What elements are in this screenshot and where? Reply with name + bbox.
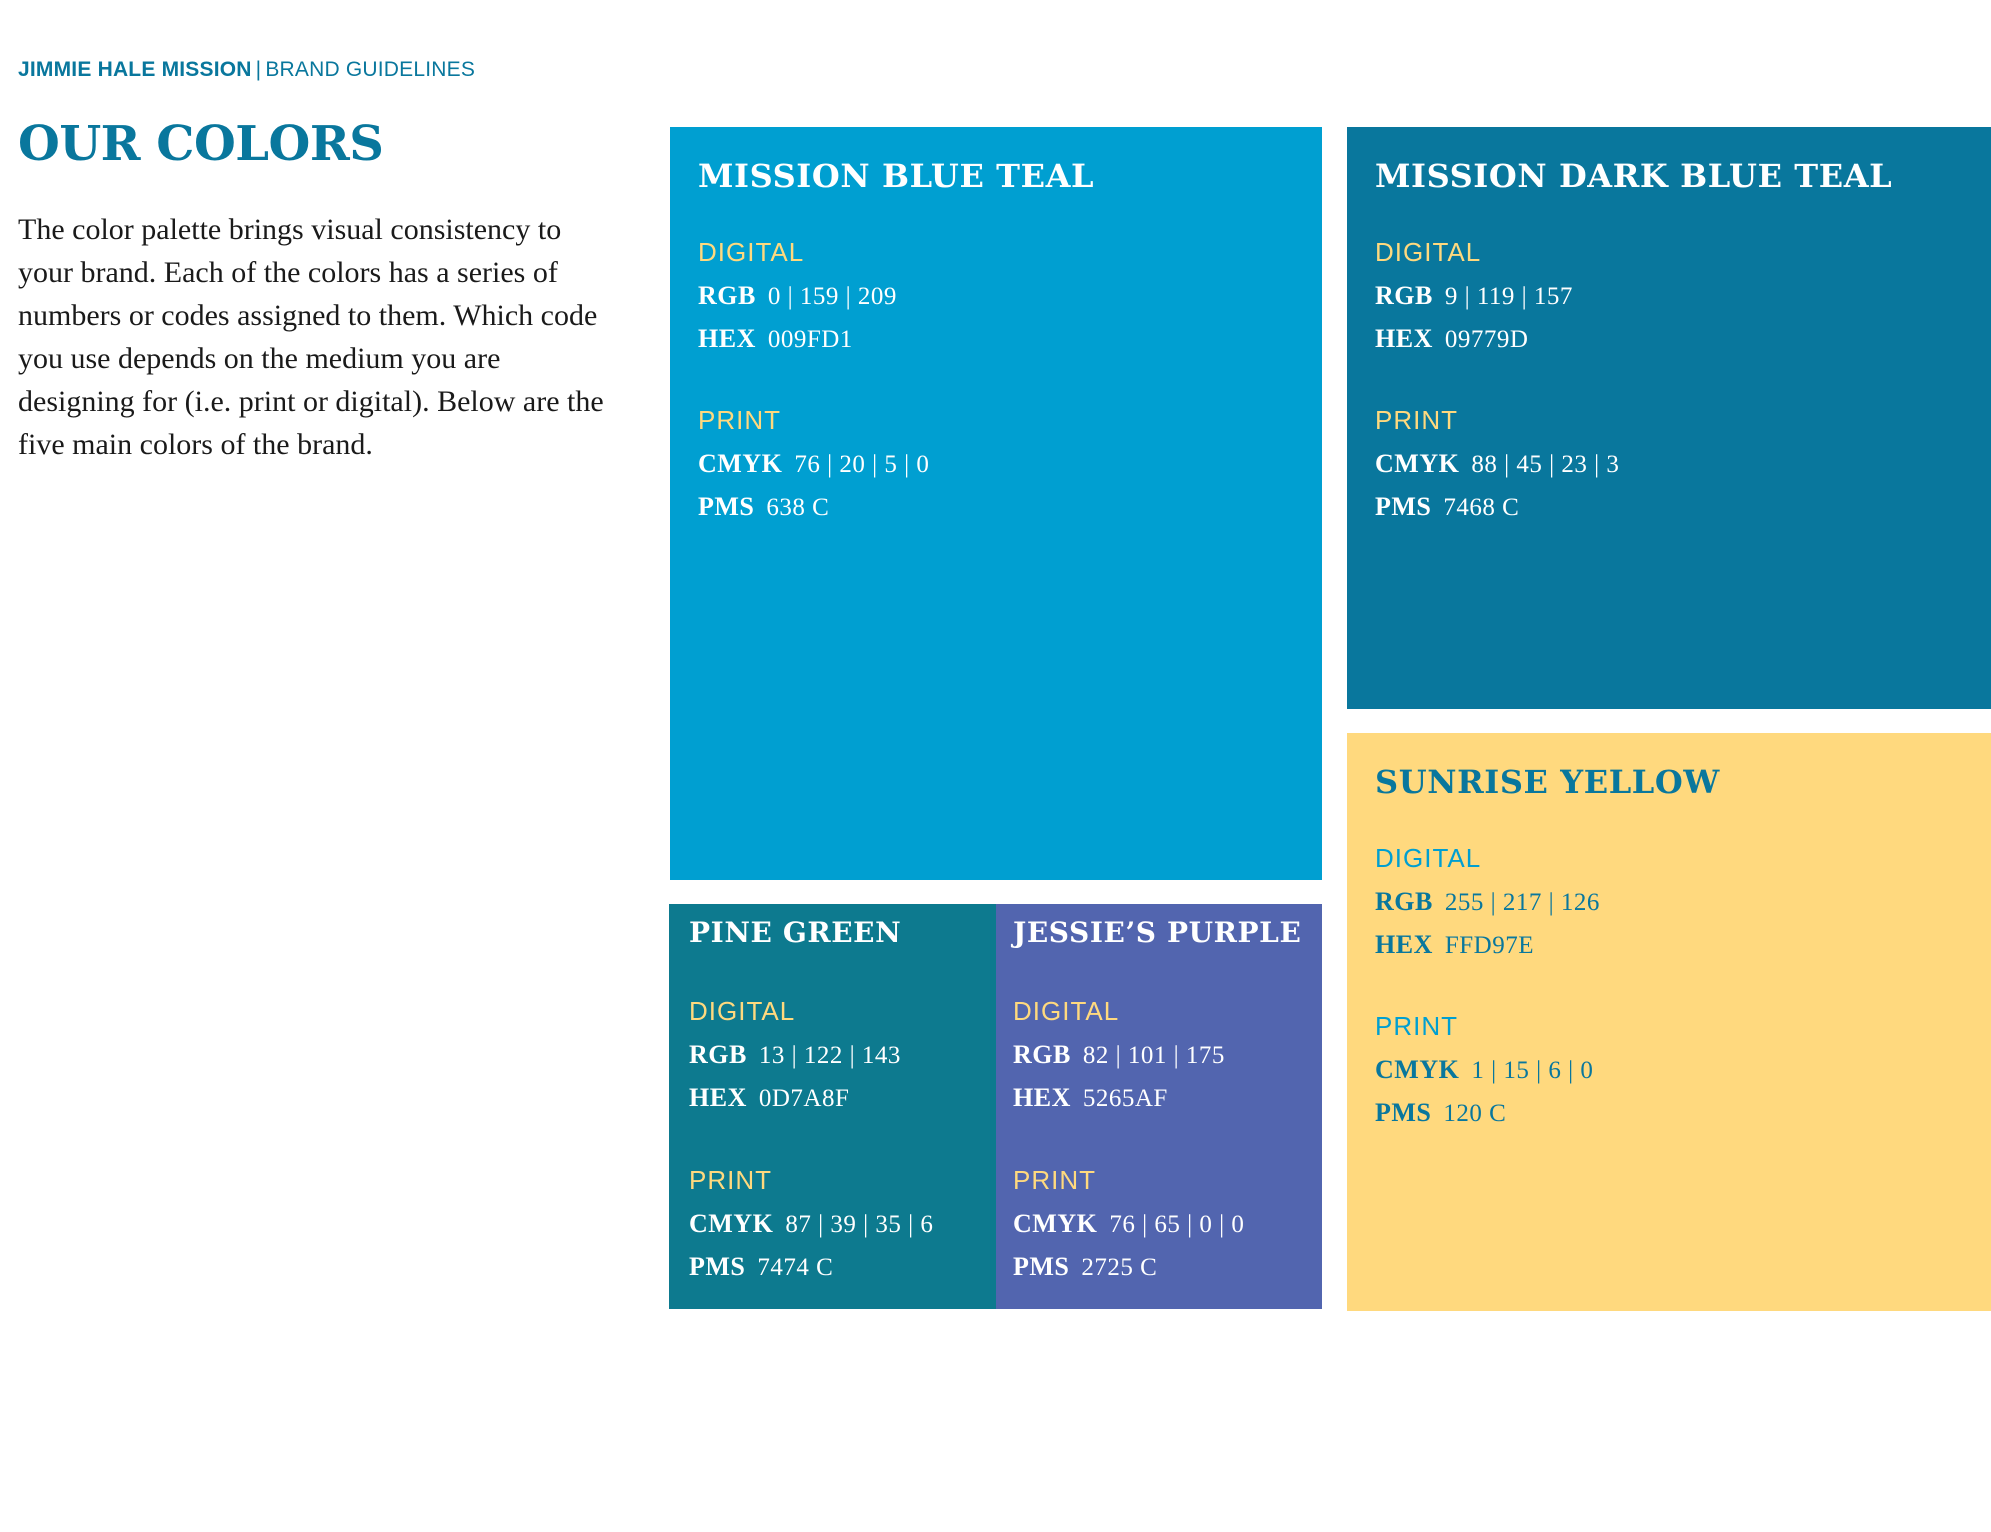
swatch-mission-blue-teal [670,127,1322,880]
print-label: PRINT [1013,1165,1096,1195]
rgb-label: RGB [698,281,756,310]
pms-value: 120 C [1443,1100,1507,1127]
hex-row [1375,930,1534,960]
cmyk-value: 76 | 20 | 5 | 0 [794,451,930,478]
hex-row [1013,1083,1168,1113]
header-subtitle: BRAND GUIDELINES [265,58,476,81]
hex-label: HEX [689,1083,747,1112]
hex-row [1375,324,1528,354]
digital-label: DIGITAL [1013,996,1120,1026]
swatch-name: SUNRISE YELLOW [1375,763,1720,801]
rgb-label: RGB [1013,1040,1071,1069]
pms-value: 2725 C [1081,1254,1158,1281]
swatch-jessies-purple [996,904,1322,1309]
pms-row [1375,1098,1506,1128]
header-brand: JIMMIE HALE MISSION [18,58,252,81]
hex-row [689,1083,849,1113]
cmyk-value: 76 | 65 | 0 | 0 [1109,1211,1245,1238]
pms-value: 7474 C [757,1254,834,1281]
cmyk-label: CMYK [1013,1209,1098,1238]
swatch-mission-dark-blue-teal [1347,127,1991,709]
cmyk-row [1375,1055,1593,1085]
swatch-sunrise-yellow [1347,733,1991,1311]
pms-row [698,492,829,522]
hex-label: HEX [1375,930,1433,959]
hex-value: 09779D [1444,326,1529,353]
pms-label: PMS [1013,1252,1070,1281]
rgb-value: 13 | 122 | 143 [758,1042,901,1069]
swatch-pine-green [669,904,996,1309]
page-header [18,58,475,82]
rgb-value: 82 | 101 | 175 [1082,1042,1225,1069]
rgb-value: 9 | 119 | 157 [1444,283,1573,310]
pms-label: PMS [689,1252,746,1281]
cmyk-label: CMYK [689,1209,774,1238]
intro-paragraph: The color palette brings visual consistency to your brand. Each of the colors has a series of numbers or codes assigned to them. Which code you use depends on the medium you are designing for (i.e. print or digital). Below are the five main colors of the brand. [18,213,604,461]
rgb-row [698,281,897,311]
rgb-row [1375,281,1573,311]
cmyk-row [689,1209,933,1239]
pms-row [1375,492,1519,522]
digital-label: DIGITAL [689,996,796,1026]
hex-label: HEX [698,324,756,353]
digital-label: DIGITAL [698,237,805,267]
pms-row [689,1252,833,1282]
cmyk-label: CMYK [1375,449,1460,478]
cmyk-label: CMYK [1375,1055,1460,1084]
pms-label: PMS [1375,492,1432,521]
rgb-label: RGB [1375,281,1433,310]
cmyk-value: 1 | 15 | 6 | 0 [1471,1057,1594,1084]
cmyk-row [698,449,929,479]
page-title: OUR COLORS [18,116,384,172]
hex-value: 0D7A8F [758,1085,850,1112]
cmyk-row [1375,449,1619,479]
pms-row [1013,1252,1157,1282]
hex-value: 5265AF [1082,1085,1168,1112]
cmyk-value: 88 | 45 | 23 | 3 [1471,451,1620,478]
hex-value: 009FD1 [767,326,853,353]
digital-label: DIGITAL [1375,843,1482,873]
rgb-row [689,1040,901,1070]
rgb-label: RGB [1375,887,1433,916]
cmyk-label: CMYK [698,449,783,478]
print-label: PRINT [698,405,781,435]
cmyk-value: 87 | 39 | 35 | 6 [785,1211,934,1238]
cmyk-row [1013,1209,1244,1239]
rgb-row [1375,887,1600,917]
hex-label: HEX [1013,1083,1071,1112]
pms-value: 7468 C [1443,494,1520,521]
rgb-row [1013,1040,1225,1070]
hex-label: HEX [1375,324,1433,353]
header-separator: | [255,58,262,81]
swatch-name: MISSION DARK BLUE TEAL [1375,157,1893,195]
digital-label: DIGITAL [1375,237,1482,267]
rgb-value: 0 | 159 | 209 [767,283,897,310]
swatch-name: JESSIE’S PURPLE [1013,916,1302,949]
pms-label: PMS [1375,1098,1432,1127]
swatch-name: PINE GREEN [689,916,902,949]
pms-label: PMS [698,492,755,521]
print-label: PRINT [1375,405,1458,435]
rgb-label: RGB [689,1040,747,1069]
rgb-value: 255 | 217 | 126 [1444,889,1600,916]
hex-row [698,324,853,354]
swatch-name: MISSION BLUE TEAL [698,157,1095,195]
print-label: PRINT [1375,1011,1458,1041]
pms-value: 638 C [766,494,830,521]
print-label: PRINT [689,1165,772,1195]
hex-value: FFD97E [1444,932,1534,959]
